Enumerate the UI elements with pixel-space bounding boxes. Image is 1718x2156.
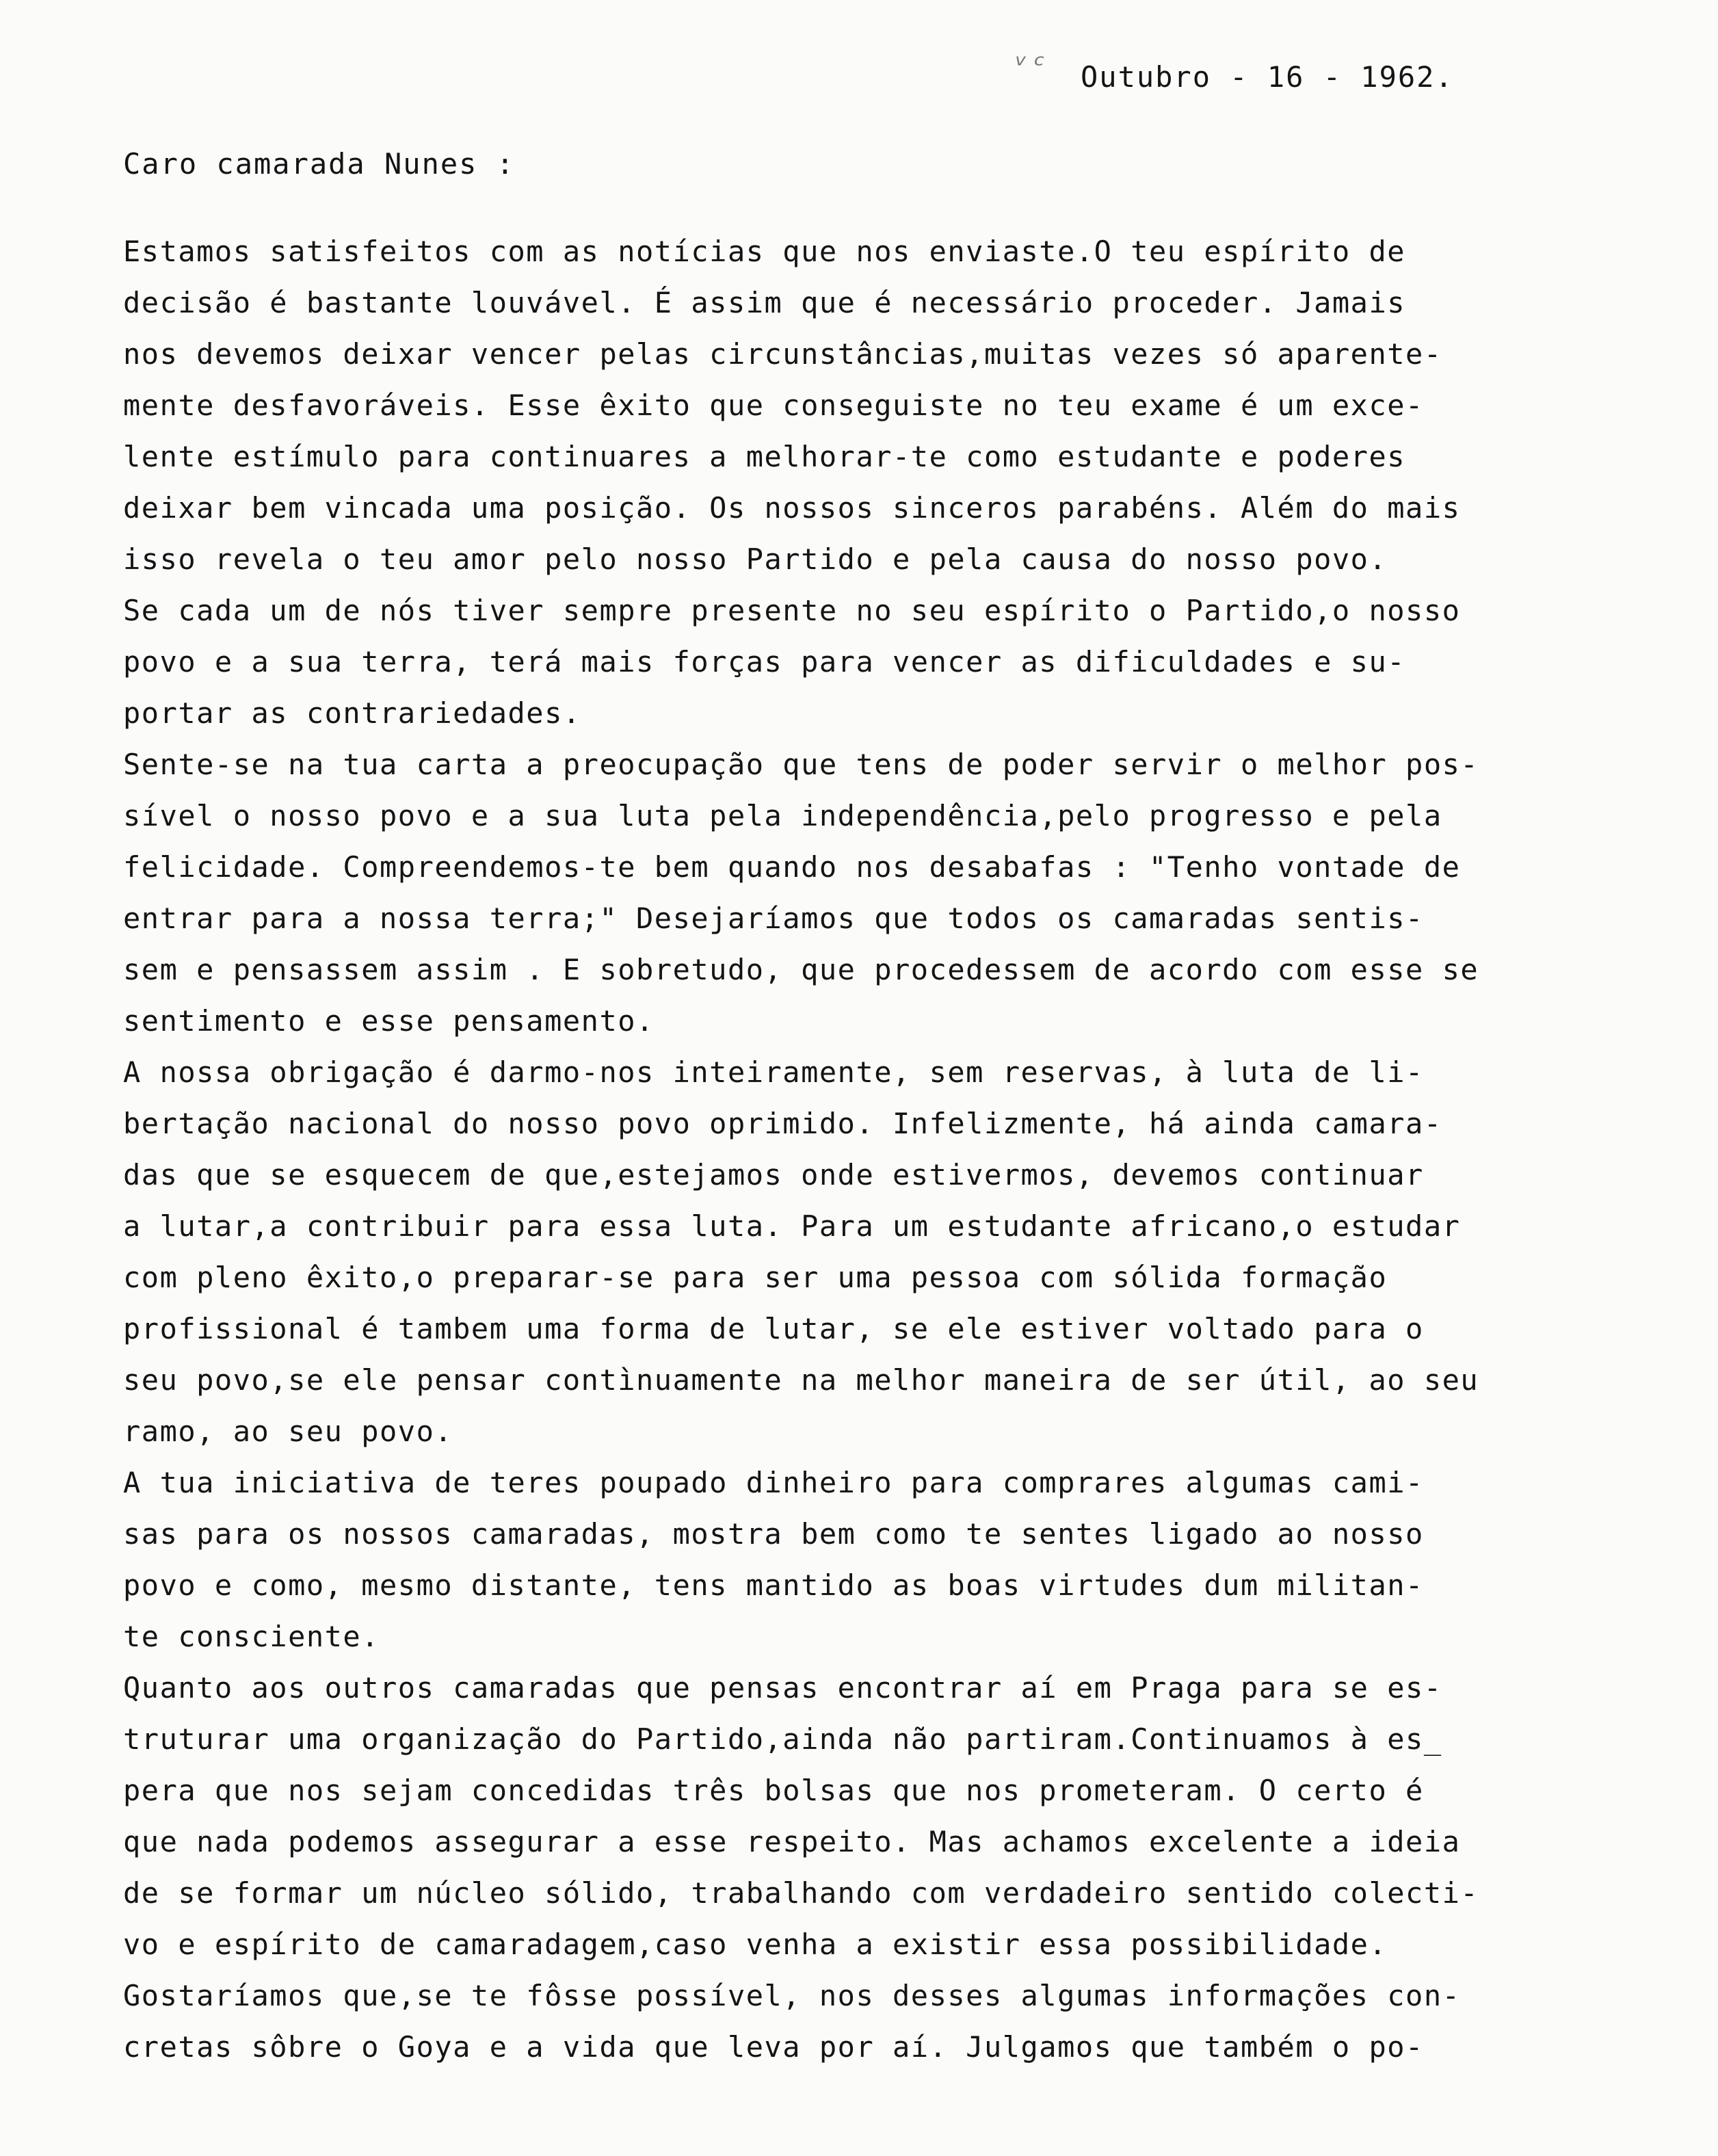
body-line: Estamos satisfeitos com as notícias que nos enviaste.O teu espírito de [123,235,1406,268]
body-line: lente estímulo para continuares a melhorar-te como estudante e poderes [123,440,1406,473]
body-line: cretas sôbre o Goya e a vida que leva por aí. Julgamos que também o po- [123,2030,1424,2064]
body-line: mente desfavoráveis. Esse êxito que conseguiste no teu exame é um exce- [123,389,1424,422]
body-line: sem e pensassem assim . E sobretudo, que procedessem de acordo com esse se [123,953,1479,986]
body-line: povo e como, mesmo distante, tens mantido as boas virtudes dum militan- [123,1568,1424,1602]
body-line: nos devemos deixar vencer pelas circunstâncias,muitas vezes só aparente- [123,337,1442,371]
body-line: ramo, ao seu povo. [123,1415,453,1448]
body-line: sível o nosso povo e a sua luta pela independência,pelo progresso e pela [123,799,1442,832]
body-line: A nossa obrigação é darmo-nos inteiramente, sem reservas, à luta de li- [123,1055,1424,1089]
body-line: Gostaríamos que,se te fôsse possível, nos desses algumas informações con- [123,1979,1461,2012]
salutation: Caro camarada Nunes : [123,147,516,181]
body-line: vo e espírito de camaradagem,caso venha a existir essa possibilidade. [123,1928,1388,1961]
body-line: que nada podemos assegurar a esse respeito. Mas achamos excelente a ideia [123,1825,1461,1858]
body-line: pera que nos sejam concedidas três bolsas que nos prometeram. O certo é [123,1774,1424,1807]
body-line: sentimento e esse pensamento. [123,1004,655,1038]
body-line: a lutar,a contribuir para essa luta. Para um estudante africano,o estudar [123,1209,1461,1243]
marginal-initials: ᵛᶜ [1012,48,1048,83]
body-line: te consciente. [123,1620,380,1653]
body-line: de se formar um núcleo sólido, trabalhando com verdadeiro sentido colecti- [123,1876,1479,1910]
body-line: truturar uma organização do Partido,ainda não partiram.Continuamos à es_ [123,1722,1442,1756]
body-line: sas para os nossos camaradas, mostra bem como te sentes ligado ao nosso [123,1517,1424,1551]
body-line: Quanto aos outros camaradas que pensas encontrar aí em Praga para se es- [123,1671,1442,1705]
body-line: Sente-se na tua carta a preocupação que tens de poder servir o melhor pos- [123,748,1479,781]
body-line: profissional é tambem uma forma de lutar, se ele estiver voltado para o [123,1312,1424,1345]
letter-date: Outubro - 16 - 1962. [1081,60,1454,94]
body-line: Se cada um de nós tiver sempre presente no seu espírito o Partido,o nosso [123,594,1461,627]
body-line: deixar bem vincada uma posição. Os nossos sinceros parabéns. Além do mais [123,491,1461,525]
body-line: das que se esquecem de que,estejamos onde estivermos, devemos continuar [123,1158,1424,1192]
body-line: felicidade. Compreendemos-te bem quando nos desabafas : "Tenho vontade de [123,850,1461,884]
letter-body [123,226,1669,2073]
body-line: seu povo,se ele pensar contìnuamente na melhor maneira de ser útil, ao seu [123,1363,1479,1397]
body-line: decisão é bastante louvável. É assim que é necessário proceder. Jamais [123,286,1406,319]
body-line: povo e a sua terra, terá mais forças para vencer as dificuldades e su- [123,645,1406,679]
body-line: isso revela o teu amor pelo nosso Partido e pela causa do nosso povo. [123,542,1388,576]
body-line: com pleno êxito,o preparar-se para ser uma pessoa com sólida formação [123,1261,1388,1294]
body-line: A tua iniciativa de teres poupado dinheiro para comprares algumas cami- [123,1466,1424,1499]
body-line: portar as contrariedades. [123,696,581,730]
body-line: bertação nacional do nosso povo oprimido. Infelizmente, há ainda camara- [123,1107,1442,1140]
body-line: entrar para a nossa terra;" Desejaríamos que todos os camaradas sentis- [123,902,1424,935]
